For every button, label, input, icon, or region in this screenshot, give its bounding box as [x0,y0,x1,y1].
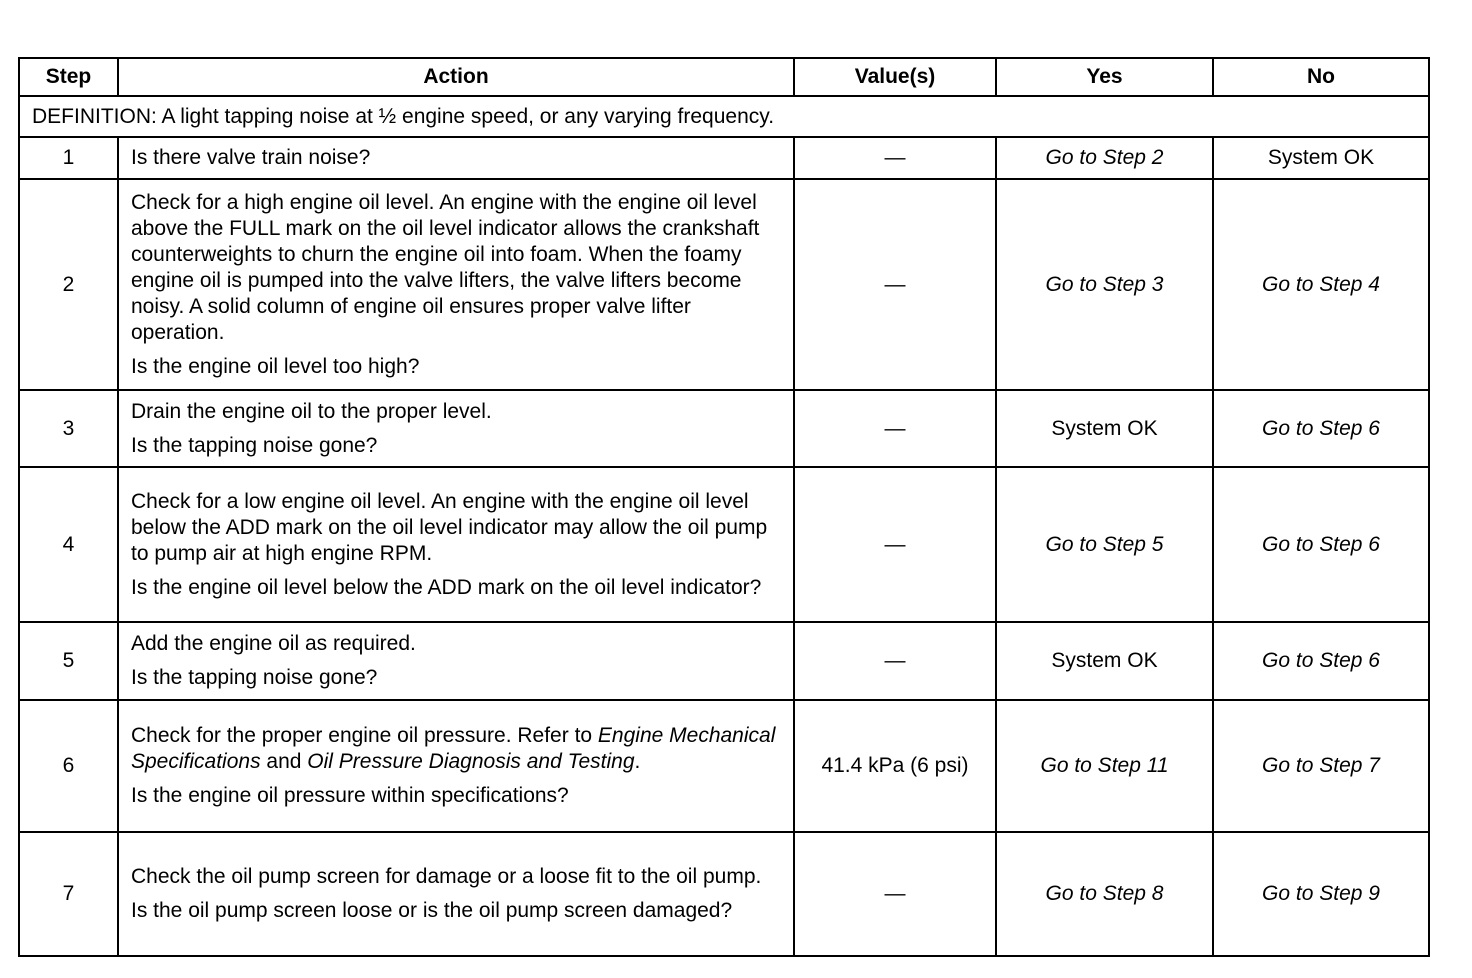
yes-result: Go to Step 8 [996,832,1213,956]
table-row [19,700,1429,832]
value-cell: 41.4 kPa (6 psi) [794,700,996,832]
action-question: Is the oil pump screen loose or is the oil pump screen damaged? [131,899,733,922]
header-no: No [1213,58,1429,96]
value-cell: — [794,622,996,700]
header-row [19,58,1429,96]
value-cell: — [794,179,996,390]
value-cell: — [794,137,996,179]
value-cell: — [794,832,996,956]
action-text: Is there valve train noise? [118,137,794,179]
table-row [19,390,1429,467]
step-number: 4 [19,467,118,622]
action-text [131,723,781,775]
value-cell: — [794,467,996,622]
yes-result: System OK [996,622,1213,700]
yes-result: Go to Step 11 [996,700,1213,832]
reference-link-oil-pressure-diagnosis[interactable]: Oil Pressure Diagnosis and Testing [307,750,635,773]
action-cell [118,622,794,700]
reference-link-engine-mechanical-specifications[interactable]: Engine Mechanical Specifications [131,724,776,773]
yes-result: Go to Step 2 [996,137,1213,179]
action-question: Is the engine oil pressure within specifications? [131,784,569,807]
action-text: Add the engine oil as required. [131,632,416,655]
yes-result: Go to Step 5 [996,467,1213,622]
action-question: Is the engine oil level too high? [131,354,420,378]
action-text: Check for a high engine oil level. An engine with the engine oil level above the FULL mark on the oil level indicator allows the crankshaft counterweights to churn the engine oil into foam. When the foamy engine oil is pumped into the valve lifters, the valve lifters become noisy. A solid column of engine oil ensures proper valve lifter operation. [131,190,760,344]
action-cell [118,179,794,390]
diagnostic-table [18,57,1430,957]
header-step: Step [19,58,118,96]
no-result: Go to Step 6 [1213,390,1429,467]
step-number: 6 [19,700,118,832]
step-number: 2 [19,179,118,390]
no-result: Go to Step 7 [1213,700,1429,832]
header-values: Value(s) [794,58,996,96]
step-number: 5 [19,622,118,700]
no-result: Go to Step 6 [1213,467,1429,622]
yes-result: Go to Step 3 [996,179,1213,390]
definition-text: DEFINITION: A light tapping noise at ½ engine speed, or any varying frequency. [19,96,1429,137]
header-action: Action [118,58,794,96]
header-yes: Yes [996,58,1213,96]
yes-result: System OK [996,390,1213,467]
no-result: Go to Step 4 [1213,179,1429,390]
action-text-part: and [260,750,308,773]
action-question: Is the tapping noise gone? [131,433,378,457]
table-row [19,137,1429,179]
action-cell [118,390,794,467]
action-text: Check the oil pump screen for damage or a loose fit to the oil pump. [131,865,762,888]
table-row [19,622,1429,700]
action-cell [118,700,794,832]
action-question: Is the engine oil level below the ADD mark on the oil level indicator? [131,575,762,599]
action-question: Is the tapping noise gone? [131,666,378,689]
table-row [19,832,1429,956]
no-result: Go to Step 6 [1213,622,1429,700]
no-result: Go to Step 9 [1213,832,1429,956]
action-text: Drain the engine oil to the proper level. [131,399,492,423]
table-row [19,467,1429,622]
table-row [19,179,1429,390]
step-number: 7 [19,832,118,956]
value-cell: — [794,390,996,467]
action-text-part: Check for the proper engine oil pressure. Refer to [131,724,598,747]
no-result: System OK [1213,137,1429,179]
action-text-part: . [634,750,641,773]
action-text: Check for a low engine oil level. An engine with the engine oil level below the ADD mark on the oil level indicator may allow the oil pump to pump air at high engine RPM. [131,489,768,565]
action-cell [118,832,794,956]
action-cell [118,467,794,622]
definition-row [19,96,1429,137]
step-number: 3 [19,390,118,467]
step-number: 1 [19,137,118,179]
